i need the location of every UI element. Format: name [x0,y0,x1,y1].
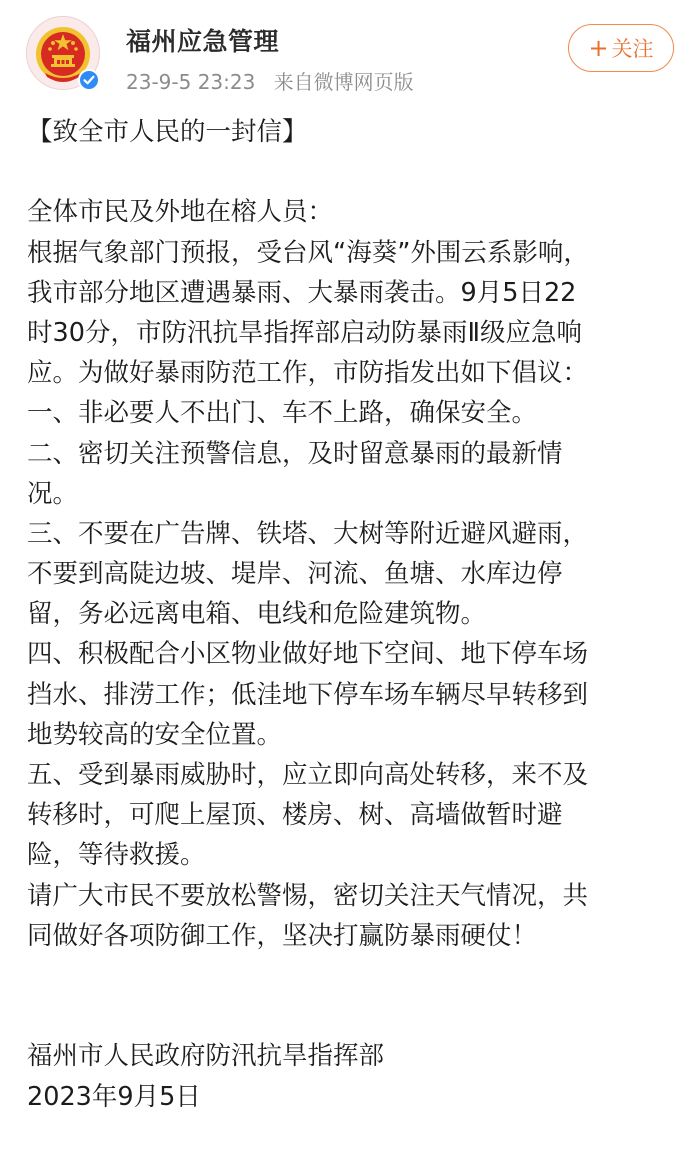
post-line: 挡水、排涝工作；低洼地下停车场车辆尽早转移到 [27,679,589,710]
post-line: 三、不要在广告牌、铁塔、大树等附近避风避雨， [27,518,589,549]
spacer [27,152,687,192]
post-signature: 福州市人民政府防汛抗旱指挥部 [27,1041,385,1072]
post-line: 一、非必要人不出门、车不上路，确保安全。 [27,398,538,429]
post-line: 转移时，可爬上屋顶、楼房、树、高墙做暂时避 [27,800,563,831]
post-salutation: 全体市民及外地在榕人员： [27,197,334,228]
post-source: 来自微博网页版 [273,70,414,94]
post-meta [126,66,414,95]
post-line: 留，务必远离电箱、电线和危险建筑物。 [27,599,487,630]
post-line: 二、密切关注预警信息，及时留意暴雨的最新情 [27,438,563,469]
post-line: 同做好各项防御工作，坚决打赢防暴雨硬仗！ [27,920,538,951]
post-line: 地势较高的安全位置。 [27,719,283,750]
avatar[interactable] [26,16,100,90]
spacer [27,956,687,996]
post-line: 应。为做好暴雨防范工作，市防指发出如下倡议： [27,358,589,389]
post-line: 请广大市民不要放松警惕，密切关注天气情况，共 [27,880,589,911]
post-line: 四、积极配合小区物业做好地下空间、地下停车场 [27,639,589,670]
follow-label: 关注 [611,37,654,61]
account-name[interactable]: 福州应急管理 [126,27,280,56]
post-line: 根据气象部门预报，受台风“海葵”外围云系影响， [27,237,589,268]
post-line: 时30分，市防汛抗旱指挥部启动防暴雨Ⅱ级应急响 [27,317,582,348]
post-line: 险，等待救援。 [27,840,206,871]
verified-badge-icon [78,69,100,91]
post-line: 况。 [27,478,79,509]
post-timestamp[interactable]: 23-9-5 23:23 [126,70,256,94]
post-line: 五、受到暴雨威胁时，应立即向高处转移，来不及 [27,760,589,790]
follow-button[interactable] [568,24,674,72]
post-line: 不要到高陡边坡、堤岸、河流、鱼塘、水库边停 [27,559,563,590]
post-header [0,0,700,100]
spacer [27,996,687,1036]
post-line: 我市部分地区遭遇暴雨、大暴雨袭击。9月5日22 [27,277,577,308]
post-title: 【致全市人民的一封信】 [27,117,308,147]
post-content [27,112,687,1117]
post-date: 2023年9月5日 [27,1081,201,1112]
plus-icon: + [588,34,609,62]
